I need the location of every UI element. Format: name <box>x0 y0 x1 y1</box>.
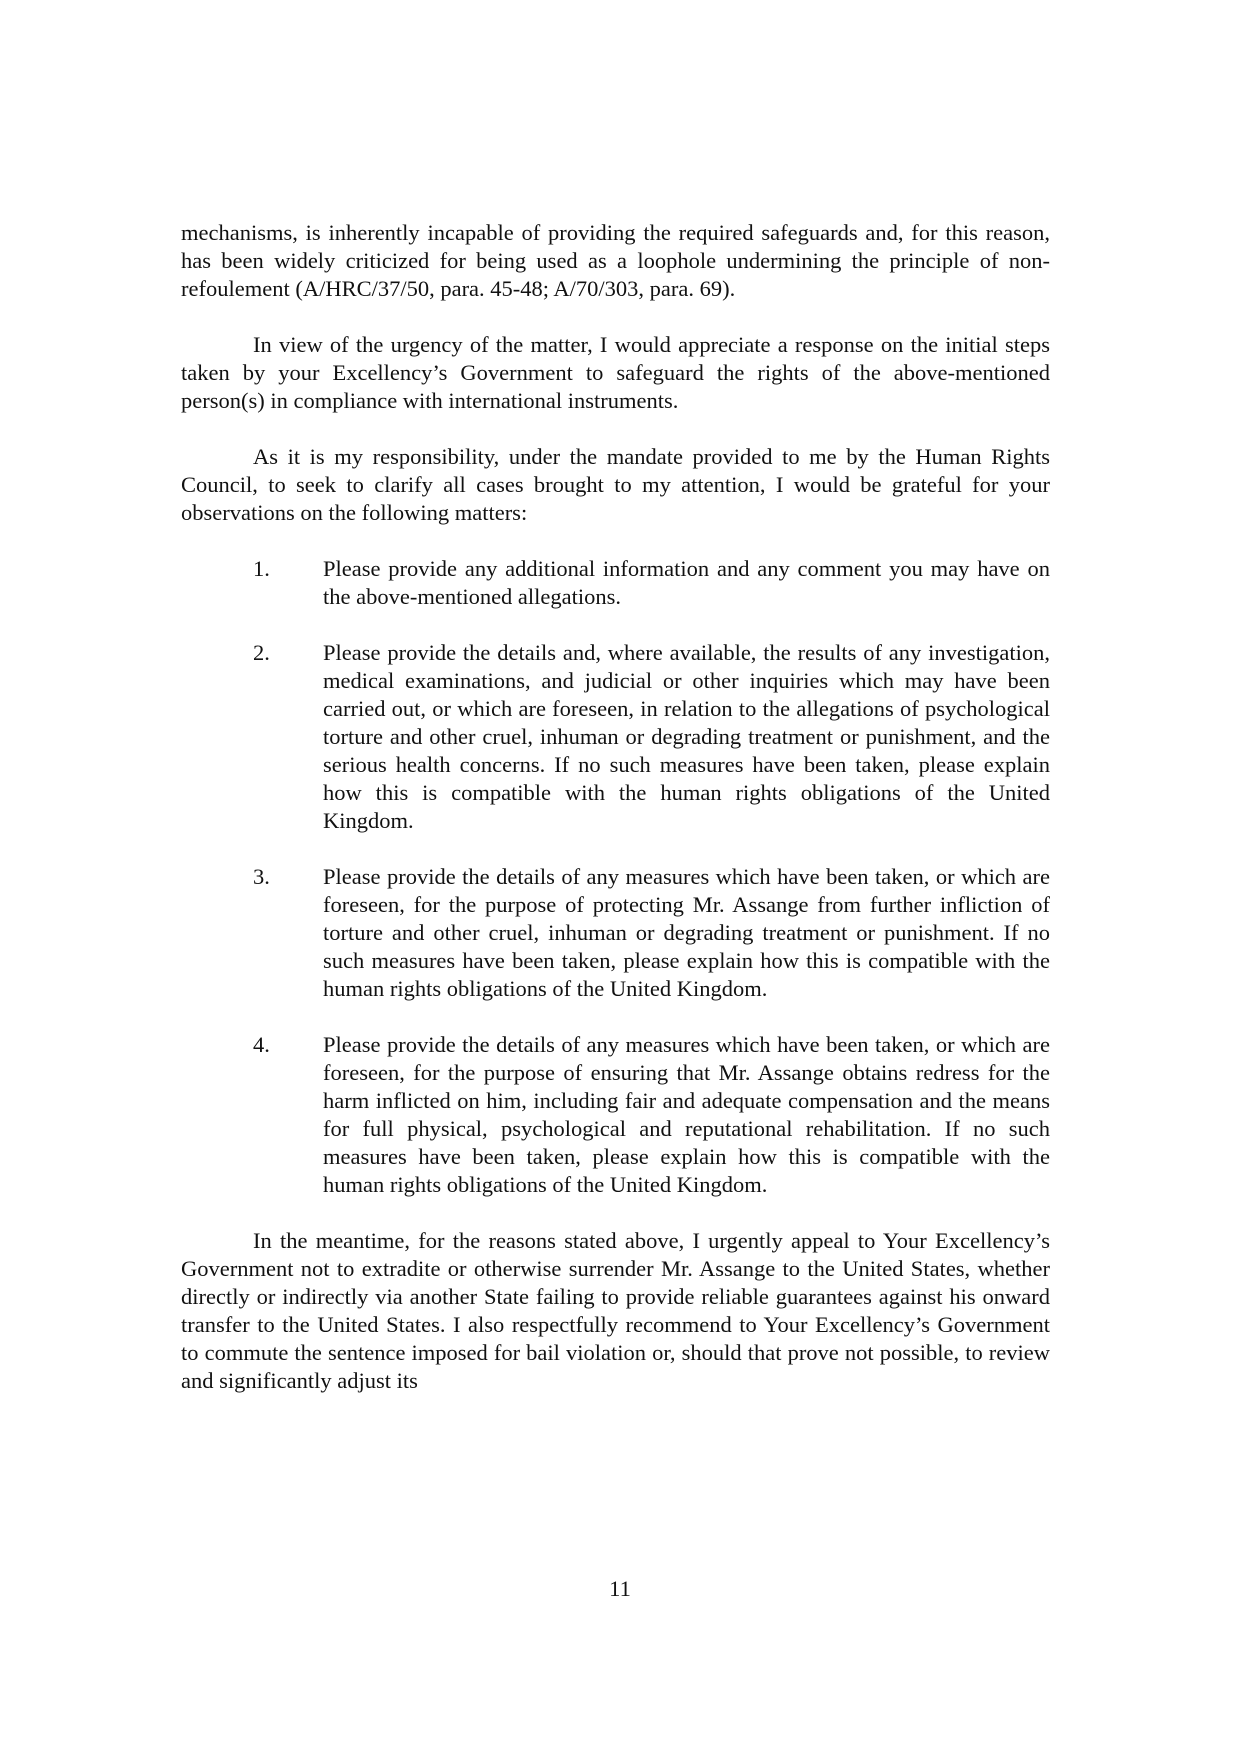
list-item-number: 4. <box>253 1032 270 1057</box>
list-item <box>181 863 1050 1003</box>
requests-list <box>181 555 1050 1199</box>
list-item <box>181 639 1050 835</box>
closing-paragraph: In the meantime, for the reasons stated above, I urgently appeal to Your Excellency’s Government not to extradite or otherwise surrender Mr. Assange to the United States, whether directly or indirectly via another State failing to provide reliable guarantees against his onward transfer to the United States. I also respectfully recommend to Your Excellency’s Government to commute the sentence imposed for bail violation or, should that prove not possible, to review and significantly adjust its <box>181 1228 1050 1393</box>
continuation-paragraph: mechanisms, is inherently incapable of providing the required safeguards and, for this reason, has been widely criticized for being used as a loophole undermining the principle of non-refoulement (A/HRC/37/50, para. 45-48; A/70/303, para. 69). <box>181 220 1050 301</box>
list-item-number: 2. <box>253 640 270 665</box>
observations-request-paragraph: As it is my responsibility, under the mandate provided to me by the Human Rights Council, to seek to clarify all cases brought to my attention, I would be grateful for your observations on the following matters: <box>181 444 1050 525</box>
list-item-text: Please provide any additional information and any comment you may have on the above-mentioned allegations. <box>323 556 1050 609</box>
urgency-paragraph: In view of the urgency of the matter, I would appreciate a response on the initial steps taken by your Excellency’s Government to safeguard the rights of the above-mentioned person(s) in compliance with international instruments. <box>181 332 1050 413</box>
document-body <box>181 219 1050 1423</box>
list-item-text: Please provide the details of any measures which have been taken, or which are foreseen, for the purpose of protecting Mr. Assange from further infliction of torture and other cruel, inhuman or degrading treatment or punishment. If no such measures have been taken, please explain how this is compatible with the human rights obligations of the United Kingdom. <box>323 864 1050 1001</box>
list-item-number: 3. <box>253 864 270 889</box>
list-item-text: Please provide the details and, where available, the results of any investigation, medical examinations, and judicial or other inquiries which may have been carried out, or which are foreseen, in relation to the allegations of psychological torture and other cruel, inhuman or degrading treatment or punishment, and the serious health concerns. If no such measures have been taken, please explain how this is compatible with the human rights obligations of the United Kingdom. <box>323 640 1050 833</box>
list-item <box>181 1031 1050 1199</box>
list-item-text: Please provide the details of any measures which have been taken, or which are foreseen, for the purpose of ensuring that Mr. Assange obtains redress for the harm inflicted on him, including fair and adequate compensation and the means for full physical, psychological and reputational rehabilitation. If no such measures have been taken, please explain how this is compatible with the human rights obligations of the United Kingdom. <box>323 1032 1050 1197</box>
list-item-number: 1. <box>253 556 270 581</box>
page-number: 11 <box>609 1576 631 1601</box>
list-item <box>181 555 1050 611</box>
